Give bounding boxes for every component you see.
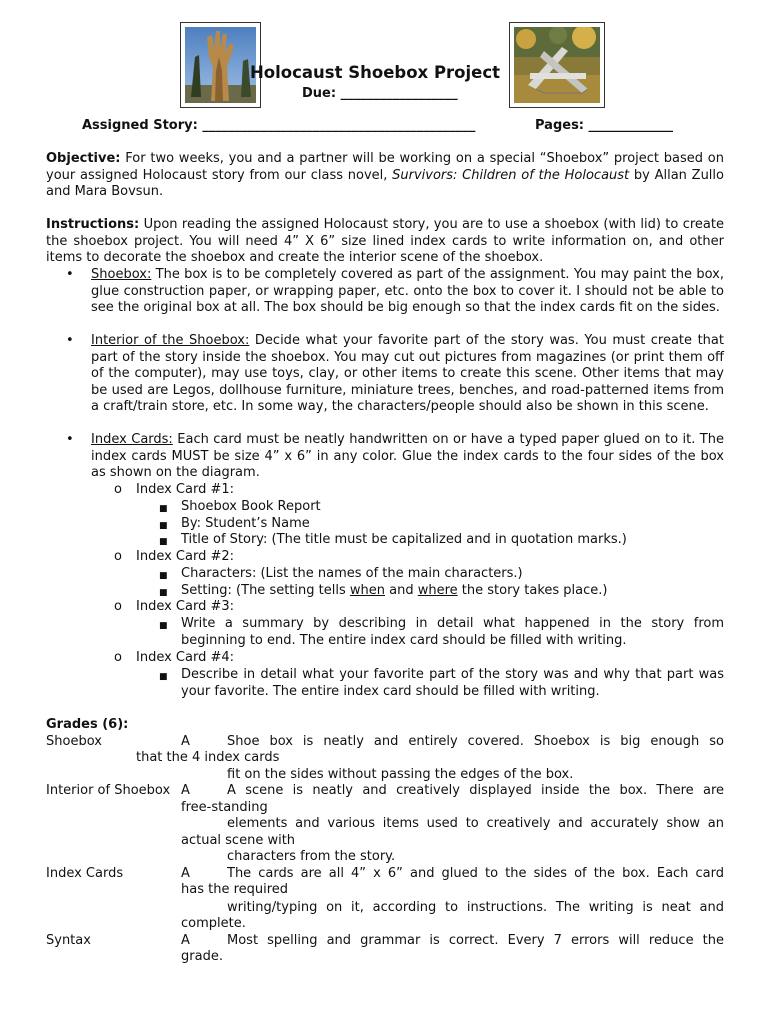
grade-criteria: Most spelling and grammar is correct. Every 7 errors will reduce the (227, 933, 724, 948)
grade-label: Shoebox (46, 734, 102, 749)
instructions-text: Upon reading the assigned Holocaust story, you are to use a shoebox (with lid) to create the shoebox project. You will need 4” X 6” size lined index cards to write information on, and other items to decorate the shoebox and create the interior scene of the shoebox. (46, 217, 724, 266)
bullet-text: Decide what your favorite part of the story was. You must create that part of the story inside the shoebox. You may cut out pictures from magazines (or print them off of the computer), may use toys, clay, or other items to create this scene. Other items that may be used are Legos, dollhouse furniture, miniature trees, benches, and road-patterned items from a craft/train store, etc. In some way, the characters/people should also be shown in this scene. (91, 333, 724, 415)
grade-letter: A (181, 933, 190, 948)
grade-criteria: complete. (181, 916, 246, 931)
grade-criteria: has the required (181, 882, 289, 897)
grade-criteria: that the 4 index cards (136, 750, 280, 765)
square-bullet: ■ (159, 588, 168, 598)
card-3-item: Write a summary by describing in detail what happened in the story from beginning to end. The entire index card should be filled with writing. (181, 616, 724, 648)
sub-bullet-o: o (114, 599, 122, 614)
instructions-label: Instructions: (46, 217, 140, 232)
left-photo-frame (180, 22, 261, 108)
bullet-dot: • (66, 333, 74, 348)
grade-criteria: characters from the story. (227, 849, 396, 864)
index-card-4-heading: Index Card #4: (136, 650, 235, 665)
bullet-text: The box is to be completely covered as part of the assignment. You may paint the box, glue construction paper, or wrapping paper, etc. onto the box to cover it. I should not be able to see the original box at all. The box should be big enough so that the index cards fit on the sides. (91, 267, 724, 316)
grade-criteria: The cards are all 4” x 6” and glued to the sides of the box. Each card (227, 866, 724, 881)
grade-criteria: A scene is neatly and creatively displayed inside the box. There are (227, 783, 724, 798)
bullet-head: Shoebox: (91, 267, 152, 282)
bullet-dot: • (66, 432, 74, 447)
grade-letter: A (181, 734, 190, 749)
objective-label: Objective: (46, 151, 121, 166)
square-bullet: ■ (159, 621, 168, 631)
grade-letter: A (181, 866, 190, 881)
sculpture-photo-icon (185, 27, 256, 103)
grade-criteria: grade. (181, 949, 223, 964)
document-title: Holocaust Shoebox Project (250, 63, 501, 82)
bullet-interior (91, 333, 724, 416)
bullet-text: Each card must be neatly handwritten on or have a typed paper glued on to it. The index cards MUST be size 4” x 6” in any color. Glue the index cards to the four sides of the box as shown on the diagram. (91, 432, 724, 481)
pages-line: Pages: _____________ (535, 118, 674, 133)
setting-when: when (349, 583, 385, 598)
grade-label: Interior of Shoebox (46, 783, 171, 798)
square-bullet: ■ (159, 571, 168, 581)
card-2-item: Characters: (List the names of the main characters.) (181, 566, 523, 581)
instructions-paragraph (46, 217, 724, 267)
bullet-head: Index Cards: (91, 432, 173, 447)
grade-criteria: Shoe box is neatly and entirely covered. Shoebox is big enough so (227, 734, 724, 749)
card-1-item: By: Student’s Name (181, 516, 310, 531)
objective-text-1: For two weeks, you and a partner will be working on a special “Shoebox” project based on your assigned Holocaust story from our class novel, (46, 151, 724, 183)
grade-criteria: elements and various items used to creatively and accurately show an (227, 816, 724, 831)
objective-paragraph (46, 151, 724, 201)
bullet-shoebox (91, 267, 724, 317)
card-4-item: Describe in detail what your favorite part of the story was and why that part was your favorite. The entire index card should be filled with writing. (181, 667, 724, 699)
sub-bullet-o: o (114, 482, 122, 497)
sub-bullet-o: o (114, 650, 122, 665)
square-bullet: ■ (159, 672, 168, 682)
grade-label: Index Cards (46, 866, 124, 881)
card-2-setting-item (181, 583, 724, 600)
square-bullet: ■ (159, 504, 168, 514)
card-1-item: Title of Story: (The title must be capitalized and in quotation marks.) (181, 532, 627, 547)
setting-text-b: and (384, 583, 418, 598)
index-card-2-heading: Index Card #2: (136, 549, 235, 564)
square-bullet: ■ (159, 521, 168, 531)
assigned-story-line: Assigned Story: __________________________________________ (82, 118, 476, 133)
card-1-item: Shoebox Book Report (181, 499, 321, 514)
grade-criteria: actual scene with (181, 833, 296, 848)
sub-bullet-o: o (114, 549, 122, 564)
book-title: Survivors: Children of the Holocaust (392, 167, 630, 183)
setting-text-c: the story takes place.) (457, 583, 608, 598)
grade-label: Syntax (46, 933, 91, 948)
square-bullet: ■ (159, 537, 168, 547)
bullet-index-cards (91, 432, 724, 482)
bullet-dot: • (66, 267, 74, 282)
grade-letter: A (181, 783, 190, 798)
setting-where: where (417, 583, 458, 598)
grade-criteria: writing/typing on it, according to instructions. The writing is neat and (227, 900, 724, 915)
bullet-head: Interior of the Shoebox: (91, 333, 250, 348)
due-date-line: Due: __________________ (302, 86, 458, 101)
objective-text-2: by Allan Zullo and Mara Bovsun. (46, 167, 724, 200)
memorial-photo-icon (514, 27, 600, 103)
right-photo-frame (509, 22, 605, 108)
grades-heading: Grades (6): (46, 717, 129, 732)
grade-criteria: fit on the sides without passing the edges of the box. (227, 767, 574, 782)
index-card-1-heading: Index Card #1: (136, 482, 235, 497)
index-card-3-heading: Index Card #3: (136, 599, 235, 614)
setting-text-a: Setting: (The setting tells (181, 583, 350, 598)
grade-criteria: free-standing (181, 800, 268, 815)
